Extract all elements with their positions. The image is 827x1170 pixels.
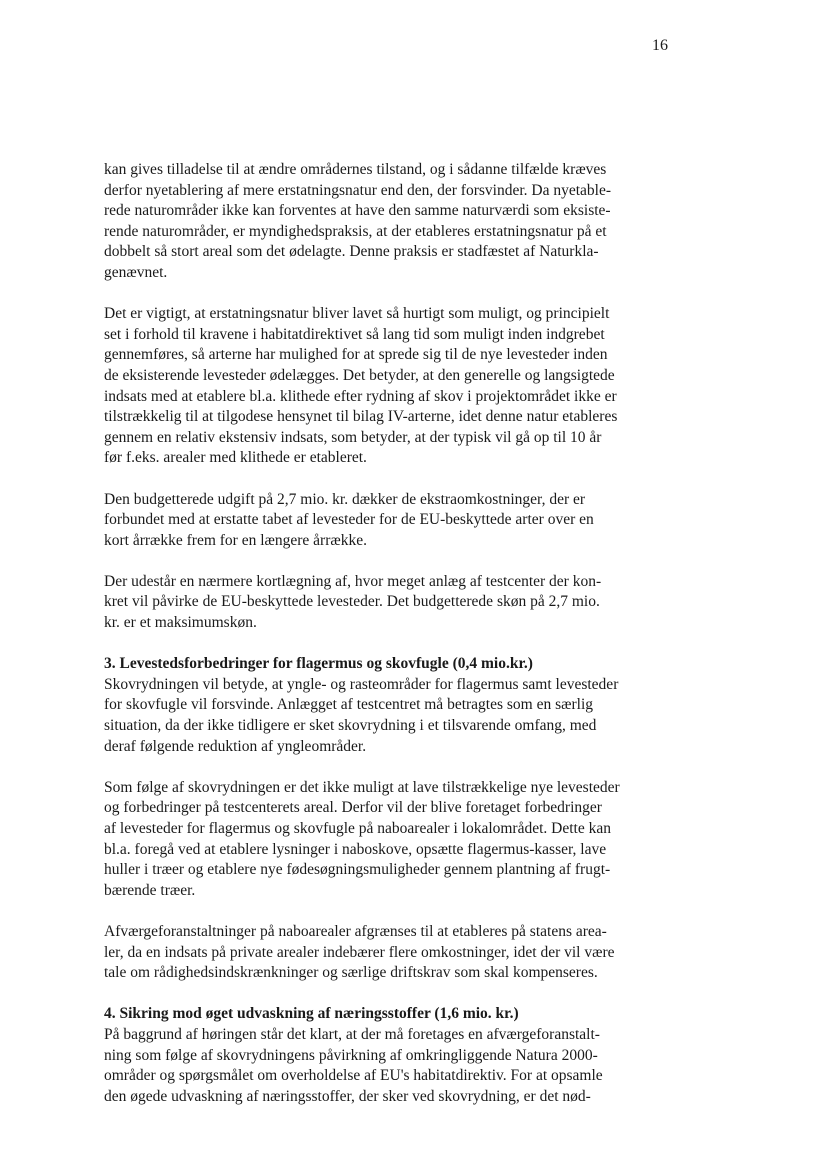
- paragraph: [104, 304, 639, 469]
- paragraph: [104, 922, 639, 984]
- text-line: gennem en relativ ekstensiv indsats, som betyder, at der typisk vil gå op til 10 år: [104, 428, 602, 446]
- text-line: områder og spørgsmålet om overholdelse af EU's habitatdirektiv. For at opsamle: [104, 1067, 603, 1085]
- text-line: kan gives tilladelse til at ændre områdernes tilstand, og i sådanne tilfælde kræves: [104, 161, 607, 178]
- text-line: rende naturområder, er myndighedspraksis, at der etableres erstatningsnatur på et: [104, 222, 607, 240]
- text-line: bærende træer.: [104, 881, 196, 899]
- text-line: Afværgeforanstaltninger på naboarealer afgrænses til at etableres på statens area-: [104, 922, 607, 940]
- section-3: [104, 654, 639, 757]
- text-line: ning som følge af skovrydningens påvirkning af omkringliggende Natura 2000-: [104, 1046, 598, 1064]
- text-line: situation, da der ikke tidligere er sket skovrydning i et tilsvarende omfang, med: [104, 717, 597, 735]
- text-line: huller i træer og etablere nye fødesøgningsmuligheder gennem plantning af frugt-: [104, 861, 611, 879]
- text-line: På baggrund af høringen står det klart, at der må foretages en afværgeforanstalt-: [104, 1025, 600, 1043]
- paragraph: [104, 572, 639, 634]
- text-line: rede naturområder ikke kan forventes at have den samme naturværdi som eksiste-: [104, 202, 611, 220]
- text-line: ler, da en indsats på private arealer indebærer flere omkostninger, idet der vil være: [104, 943, 615, 961]
- section-heading: 3. Levestedsforbedringer for flagermus og skovfugle (0,4 mio.kr.): [104, 655, 533, 673]
- text-line: Som følge af skovrydningen er det ikke muligt at lave tilstrækkelige nye levesteder: [104, 778, 620, 796]
- text-line: den øgede udvaskning af næringsstoffer, der sker ved skovrydning, er det nød-: [104, 1087, 591, 1105]
- text-line: kr. er et maksimumskøn.: [104, 614, 257, 632]
- section-4: [104, 1004, 639, 1107]
- text-line: derfor nyetablering af mere erstatningsnatur end den, der forsvinder. Da nyetable-: [104, 181, 611, 199]
- text-line: set i forhold til kravene i habitatdirektivet så lang tid som muligt inden indgrebet: [104, 325, 605, 343]
- text-line: Skovrydningen vil betyde, at yngle- og rasteområder for flagermus samt levesteder: [104, 675, 619, 693]
- text-line: og forbedringer på testcenterets areal. Derfor vil der blive foretaget forbedringer: [104, 799, 602, 817]
- text-line: af levesteder for flagermus og skovfugle på naboarealer i lokalområdet. Dette kan: [104, 820, 611, 837]
- page-number: 16: [652, 37, 668, 54]
- text-line: gennemføres, så arterne har mulighed for at sprede sig til de nye levesteder inden: [104, 346, 608, 364]
- text-line: deraf følgende reduktion af yngleområder.: [104, 737, 367, 755]
- text-line: Der udestår en nærmere kortlægning af, hvor meget anlæg af testcenter der kon-: [104, 572, 602, 590]
- section-heading: 4. Sikring mod øget udvaskning af næringsstoffer (1,6 mio. kr.): [104, 1005, 519, 1023]
- text-line: forbundet med at erstatte tabet af levesteder for de EU-beskyttede arter over en: [104, 511, 594, 529]
- paragraph: [104, 778, 639, 902]
- text-line: tale om rådighedsindskrænkninger og særlige driftskrav som skal kompenseres.: [104, 964, 598, 982]
- text-line: genævnet.: [104, 263, 168, 281]
- text-line: dobbelt så stort areal som det ødelagte. Denne praksis er stadfæstet af Naturkla-: [104, 243, 599, 261]
- paragraph: [104, 1025, 639, 1107]
- text-line: for skovfugle vil forsvinde. Anlægget af testcentret må betragtes som en særlig: [104, 696, 593, 714]
- text-line: Den budgetterede udgift på 2,7 mio. kr. dækker de ekstraomkostninger, der er: [104, 490, 586, 508]
- text-line: bl.a. foregå ved at etablere lysninger i naboskove, opsætte flagermus-kasser, lave: [104, 840, 607, 858]
- text-line: indsats med at etablere bl.a. klithede efter rydning af skov i projektområdet ikke er: [104, 387, 617, 405]
- text-line: kret vil påvirke de EU-beskyttede levesteder. Det budgetterede skøn på 2,7 mio.: [104, 593, 600, 611]
- document-body: [104, 160, 639, 1128]
- text-line: de eksisterende levesteder ødelægges. Det betyder, at den generelle og langsigtede: [104, 366, 615, 384]
- text-line: kort årrække frem for en længere årrække.: [104, 531, 367, 549]
- paragraph: [104, 490, 639, 552]
- text-line: Det er vigtigt, at erstatningsnatur bliver lavet så hurtigt som muligt, og principielt: [104, 305, 610, 323]
- text-line: tilstrækkelig til at tilgodese hensynet til bilag IV-arterne, idet denne natur etableres: [104, 408, 618, 426]
- paragraph: [104, 160, 639, 284]
- text-line: før f.eks. arealer med klithede er etableret.: [104, 449, 367, 467]
- paragraph: [104, 675, 639, 757]
